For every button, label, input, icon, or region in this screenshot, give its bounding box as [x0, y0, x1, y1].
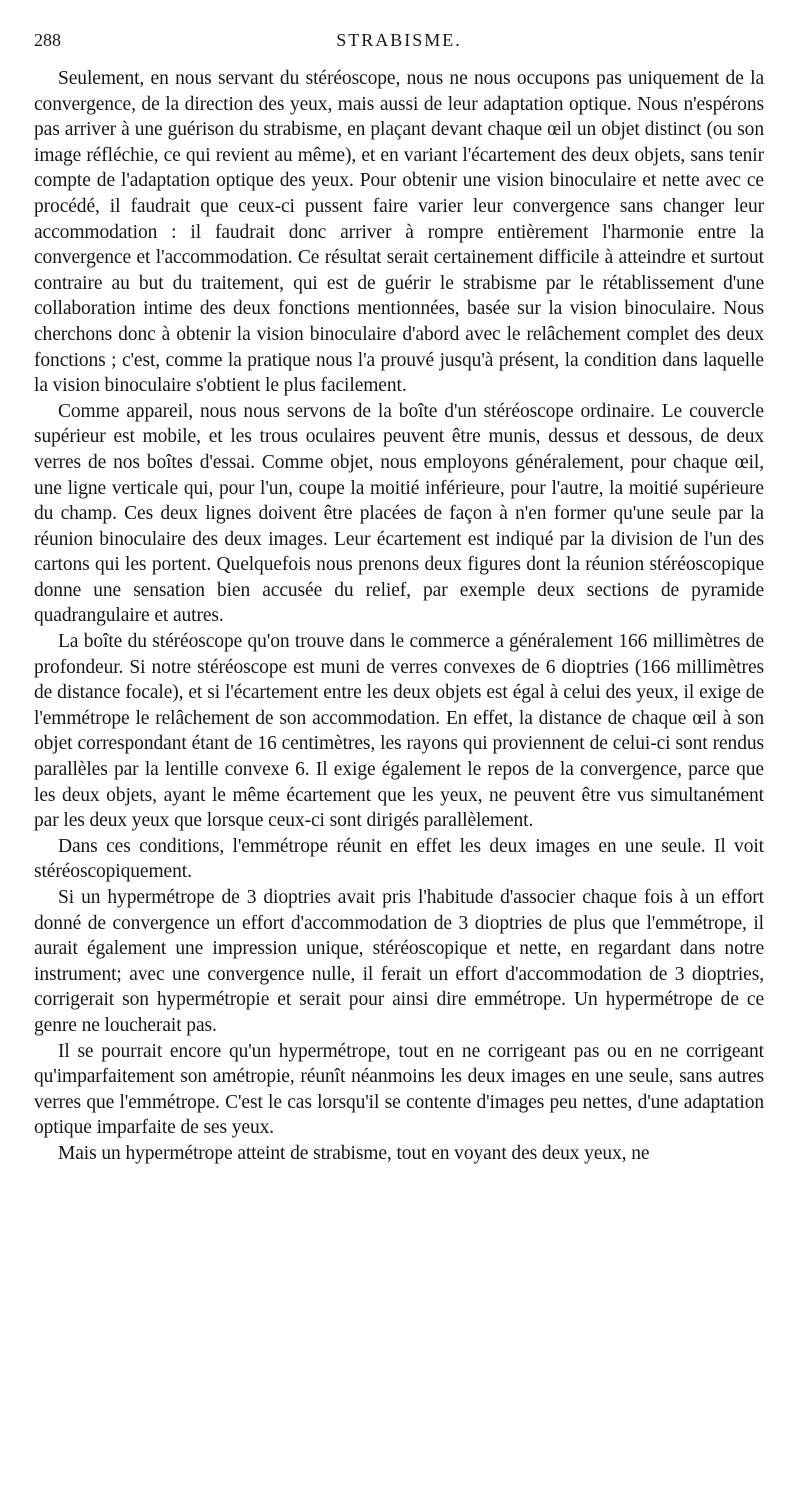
body-text [34, 66, 764, 1167]
paragraph: Comme appareil, nous nous servons de la boîte d'un stéréoscope ordinaire. Le couvercle supérieur est mobile, et les trous oculaires peuvent être munis, dessus et dessous, de deux verres de nos boîtes d'essai. Comme objet, nous employons généralement, pour chaque œil, une ligne verticale qui, pour l'un, coupe la moitié inférieure, pour l'autre, la moitié supérieure du champ. Ces deux lignes doivent être placées de façon à n'en former qu'une seule par la réunion binoculaire des deux images. Leur écartement est indiqué par la division de l'un des cartons qui les portent. Quelquefois nous prenons deux figures dont la réunion stéréoscopique donne une sensation bien accusée du relief, par exemple deux sections de pyramide quadrangulaire et autres. [34, 400, 764, 627]
paragraph: Si un hypermétrope de 3 dioptries avait pris l'habitude d'associer chaque fois à un effort donné de convergence un effort d'accommodation de 3 dioptries de plus que l'emmétrope, il aurait également une impression unique, stéréoscopique et nette, en regardant dans notre instrument; avec une convergence nulle, il ferait un effort d'accommodation de 3 dioptries, corrigerait son hypermétropie et serait pour ainsi dire emmétrope. Un hypermétrope de ce genre ne loucherait pas. [34, 887, 764, 1036]
paragraph: Dans ces conditions, l'emmétrope réunit en effet les deux images en une seule. Il voit stéréoscopiquement. [34, 835, 764, 883]
paragraph: Il se pourrait encore qu'un hypermétrope, tout en ne corrigeant pas ou en ne corrigeant qu'imparfaitement son amétropie, réunît néanmoins les deux images en une seule, sans autres verres que l'emmétrope. C'est le cas lorsqu'il se contente d'images peu nettes, d'une adaptation optique imparfaite de ses yeux. [34, 1040, 764, 1139]
paragraph: Seulement, en nous servant du stéréoscope, nous ne nous occupons pas uniquement de la convergence, de la direction des yeux, mais aussi de leur adaptation optique. Nous n'espérons pas arriver à une guérison du strabisme, en plaçant devant chaque œil un objet distinct (ou son image réfléchie, ce qui revient au même), et en variant l'écartement des deux objets, sans tenir compte de l'adaptation optique des yeux. Pour obtenir une vision binoculaire et nette avec ce procédé, il faudrait que ceux-ci pussent faire varier leur convergence sans changer leur accommodation : il faudrait donc arriver à rompre entièrement l'harmonie entre la convergence et l'accommodation. Ce résultat serait certainement difficile à atteindre et surtout contraire au but du traitement, qui est de guérir le strabisme par le rétablissement d'une collaboration intime des deux fonctions mentionnées, basée sur la vision binoculaire. Nous cherchons donc à obtenir la vision binoculaire d'abord avec le relâchement complet des deux fonctions ; c'est, comme la pratique nous l'a prouvé jusqu'à présent, la condition dans laquelle la vision binoculaire s'obtient le plus facilement. [34, 68, 764, 397]
paragraph: La boîte du stéréoscope qu'on trouve dans le commerce a généralement 166 millimètres de profondeur. Si notre stéréoscope est muni de verres convexes de 6 dioptries (166 millimètres de distance focale), et si l'écartement entre les deux objets est égal à celui des yeux, il exige de l'emmétrope le relâchement de son accommodation. En effet, la distance de chaque œil à son objet correspondant étant de 16 centimètres, les rayons qui proviennent de celui-ci sont rendus parallèles par la lentille convexe 6. Il exige également le repos de la convergence, parce que les deux objets, ayant le même écartement que les yeux, ne peuvent être vus simultanément par les deux yeux que lorsque ceux-ci sont dirigés parallèlement. [34, 631, 764, 832]
page-number: 288 [34, 30, 61, 50]
paragraph: Mais un hypermétrope atteint de strabisme, tout en voyant des deux yeux, ne [58, 1142, 650, 1164]
page-header [34, 30, 764, 60]
running-title: STRABISME. [336, 30, 462, 50]
